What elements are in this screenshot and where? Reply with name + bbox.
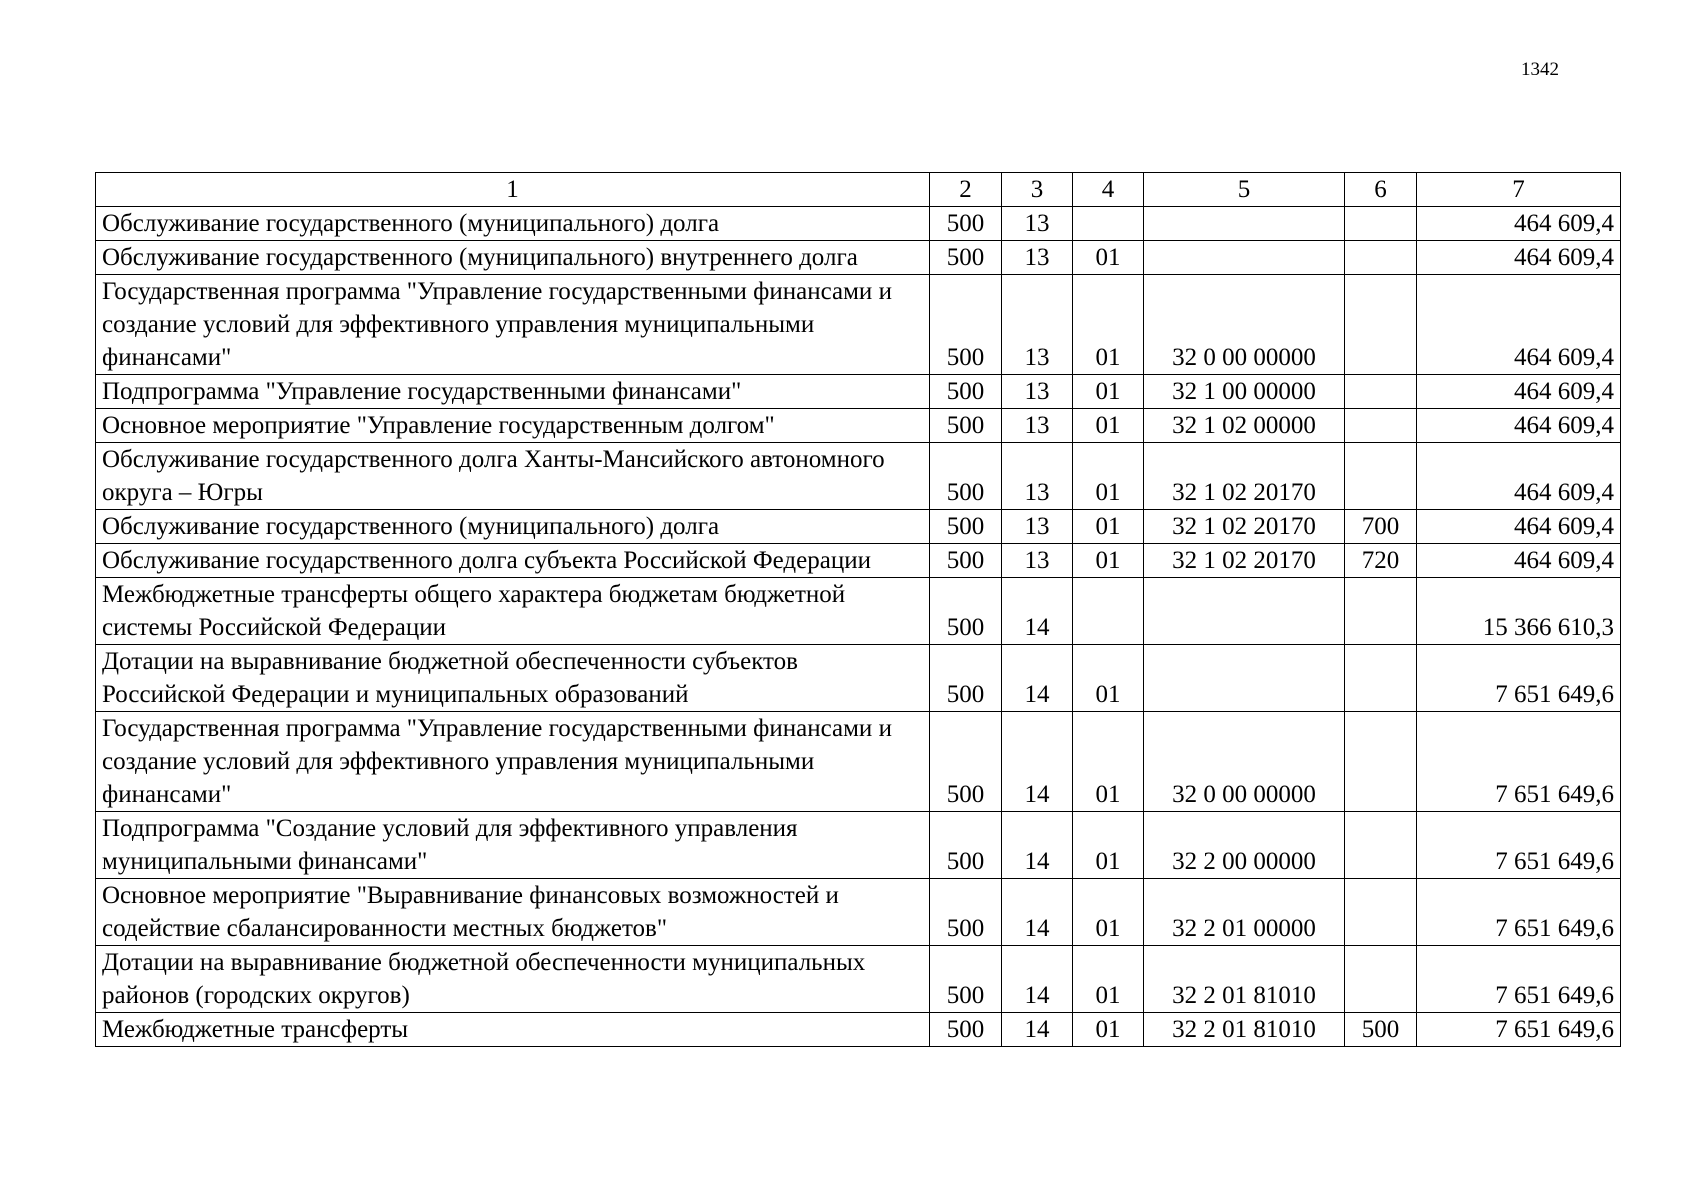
column-header: 4 (1073, 173, 1144, 207)
ministry-code-cell: 500 (930, 510, 1002, 544)
target-article-cell: 32 0 00 00000 (1144, 275, 1345, 375)
row-name-cell: Дотации на выравнивание бюджетной обеспеченности муниципальных районов (городских округов) (96, 946, 930, 1013)
ministry-code-cell: 500 (930, 879, 1002, 946)
row-name-cell: Подпрограмма "Создание условий для эффективного управления муниципальными финансами" (96, 812, 930, 879)
section-code-cell: 14 (1002, 578, 1073, 645)
target-article-cell: 32 2 00 00000 (1144, 812, 1345, 879)
subsection-code-cell: 01 (1073, 1013, 1144, 1047)
column-header: 1 (96, 173, 930, 207)
ministry-code-cell: 500 (930, 207, 1002, 241)
target-article-cell (1144, 207, 1345, 241)
section-code-cell: 13 (1002, 409, 1073, 443)
table-row (96, 1013, 1621, 1047)
table-row (96, 207, 1621, 241)
amount-cell: 7 651 649,6 (1417, 879, 1621, 946)
expense-type-cell: 500 (1345, 1013, 1417, 1047)
column-header: 5 (1144, 173, 1345, 207)
row-name-cell: Обслуживание государственного (муниципального) долга (96, 510, 930, 544)
table-row (96, 409, 1621, 443)
target-article-cell: 32 2 01 81010 (1144, 946, 1345, 1013)
ministry-code-cell: 500 (930, 1013, 1002, 1047)
row-name-cell: Государственная программа "Управление государственными финансами и создание условий для эффективного управления муниципальными финансами" (96, 275, 930, 375)
section-code-cell: 13 (1002, 544, 1073, 578)
section-code-cell: 13 (1002, 241, 1073, 275)
amount-cell: 7 651 649,6 (1417, 645, 1621, 712)
row-name-cell: Основное мероприятие "Выравнивание финансовых возможностей и содействие сбалансированности местных бюджетов" (96, 879, 930, 946)
ministry-code-cell: 500 (930, 241, 1002, 275)
subsection-code-cell: 01 (1073, 510, 1144, 544)
subsection-code-cell (1073, 578, 1144, 645)
row-name-cell: Обслуживание государственного долга Ханты-Мансийского автономного округа – Югры (96, 443, 930, 510)
subsection-code-cell: 01 (1073, 375, 1144, 409)
subsection-code-cell: 01 (1073, 712, 1144, 812)
amount-cell: 15 366 610,3 (1417, 578, 1621, 645)
ministry-code-cell: 500 (930, 578, 1002, 645)
target-article-cell: 32 1 02 20170 (1144, 443, 1345, 510)
subsection-code-cell: 01 (1073, 275, 1144, 375)
amount-cell: 464 609,4 (1417, 510, 1621, 544)
target-article-cell: 32 1 02 20170 (1144, 544, 1345, 578)
table-row (96, 241, 1621, 275)
target-article-cell: 32 1 00 00000 (1144, 375, 1345, 409)
amount-cell: 7 651 649,6 (1417, 812, 1621, 879)
target-article-cell: 32 1 02 00000 (1144, 409, 1345, 443)
column-header: 7 (1417, 173, 1621, 207)
table-row (96, 879, 1621, 946)
expense-type-cell (1345, 946, 1417, 1013)
section-code-cell: 13 (1002, 375, 1073, 409)
expense-type-cell (1345, 645, 1417, 712)
expense-type-cell (1345, 712, 1417, 812)
section-code-cell: 14 (1002, 879, 1073, 946)
section-code-cell: 14 (1002, 1013, 1073, 1047)
table-row (96, 275, 1621, 375)
expense-type-cell (1345, 207, 1417, 241)
subsection-code-cell: 01 (1073, 241, 1144, 275)
section-code-cell: 14 (1002, 812, 1073, 879)
ministry-code-cell: 500 (930, 375, 1002, 409)
expense-type-cell (1345, 241, 1417, 275)
column-header: 3 (1002, 173, 1073, 207)
subsection-code-cell: 01 (1073, 879, 1144, 946)
expense-type-cell (1345, 879, 1417, 946)
amount-cell: 7 651 649,6 (1417, 946, 1621, 1013)
target-article-cell (1144, 645, 1345, 712)
amount-cell: 464 609,4 (1417, 443, 1621, 510)
subsection-code-cell: 01 (1073, 946, 1144, 1013)
row-name-cell: Обслуживание государственного (муниципального) внутреннего долга (96, 241, 930, 275)
target-article-cell (1144, 578, 1345, 645)
ministry-code-cell: 500 (930, 812, 1002, 879)
ministry-code-cell: 500 (930, 946, 1002, 1013)
subsection-code-cell: 01 (1073, 544, 1144, 578)
target-article-cell (1144, 241, 1345, 275)
amount-cell: 464 609,4 (1417, 409, 1621, 443)
section-code-cell: 14 (1002, 712, 1073, 812)
row-name-cell: Основное мероприятие "Управление государственным долгом" (96, 409, 930, 443)
table-row (96, 510, 1621, 544)
amount-cell: 7 651 649,6 (1417, 1013, 1621, 1047)
section-code-cell: 13 (1002, 275, 1073, 375)
page-number: 1342 (1521, 59, 1559, 80)
row-name-cell: Подпрограмма "Управление государственными финансами" (96, 375, 930, 409)
amount-cell: 464 609,4 (1417, 544, 1621, 578)
expense-type-cell: 700 (1345, 510, 1417, 544)
target-article-cell: 32 0 00 00000 (1144, 712, 1345, 812)
expense-type-cell (1345, 275, 1417, 375)
ministry-code-cell: 500 (930, 275, 1002, 375)
row-name-cell: Государственная программа "Управление государственными финансами и создание условий для эффективного управления муниципальными финансами" (96, 712, 930, 812)
subsection-code-cell: 01 (1073, 443, 1144, 510)
table-row (96, 645, 1621, 712)
row-name-cell: Обслуживание государственного (муниципального) долга (96, 207, 930, 241)
expense-type-cell (1345, 409, 1417, 443)
table-body (96, 207, 1621, 1047)
row-name-cell: Дотации на выравнивание бюджетной обеспеченности субъектов Российской Федерации и муниципальных образований (96, 645, 930, 712)
row-name-cell: Межбюджетные трансферты общего характера бюджетам бюджетной системы Российской Федерации (96, 578, 930, 645)
subsection-code-cell: 01 (1073, 812, 1144, 879)
amount-cell: 464 609,4 (1417, 207, 1621, 241)
target-article-cell: 32 1 02 20170 (1144, 510, 1345, 544)
table-row (96, 578, 1621, 645)
ministry-code-cell: 500 (930, 409, 1002, 443)
table-header-row (96, 173, 1621, 207)
row-name-cell: Обслуживание государственного долга субъекта Российской Федерации (96, 544, 930, 578)
ministry-code-cell: 500 (930, 645, 1002, 712)
expense-type-cell: 720 (1345, 544, 1417, 578)
amount-cell: 464 609,4 (1417, 241, 1621, 275)
amount-cell: 464 609,4 (1417, 275, 1621, 375)
column-header: 6 (1345, 173, 1417, 207)
row-name-cell: Межбюджетные трансферты (96, 1013, 930, 1047)
table-row (96, 443, 1621, 510)
expense-type-cell (1345, 812, 1417, 879)
section-code-cell: 13 (1002, 443, 1073, 510)
table-row (96, 946, 1621, 1013)
subsection-code-cell: 01 (1073, 645, 1144, 712)
expense-type-cell (1345, 578, 1417, 645)
table-row (96, 544, 1621, 578)
table-row (96, 375, 1621, 409)
table-row (96, 812, 1621, 879)
amount-cell: 7 651 649,6 (1417, 712, 1621, 812)
target-article-cell: 32 2 01 81010 (1144, 1013, 1345, 1047)
expense-type-cell (1345, 443, 1417, 510)
table-row (96, 712, 1621, 812)
ministry-code-cell: 500 (930, 544, 1002, 578)
ministry-code-cell: 500 (930, 443, 1002, 510)
section-code-cell: 14 (1002, 946, 1073, 1013)
section-code-cell: 13 (1002, 207, 1073, 241)
section-code-cell: 14 (1002, 645, 1073, 712)
column-header: 2 (930, 173, 1002, 207)
ministry-code-cell: 500 (930, 712, 1002, 812)
subsection-code-cell: 01 (1073, 409, 1144, 443)
section-code-cell: 13 (1002, 510, 1073, 544)
subsection-code-cell (1073, 207, 1144, 241)
amount-cell: 464 609,4 (1417, 375, 1621, 409)
target-article-cell: 32 2 01 00000 (1144, 879, 1345, 946)
budget-table (95, 172, 1621, 1047)
expense-type-cell (1345, 375, 1417, 409)
